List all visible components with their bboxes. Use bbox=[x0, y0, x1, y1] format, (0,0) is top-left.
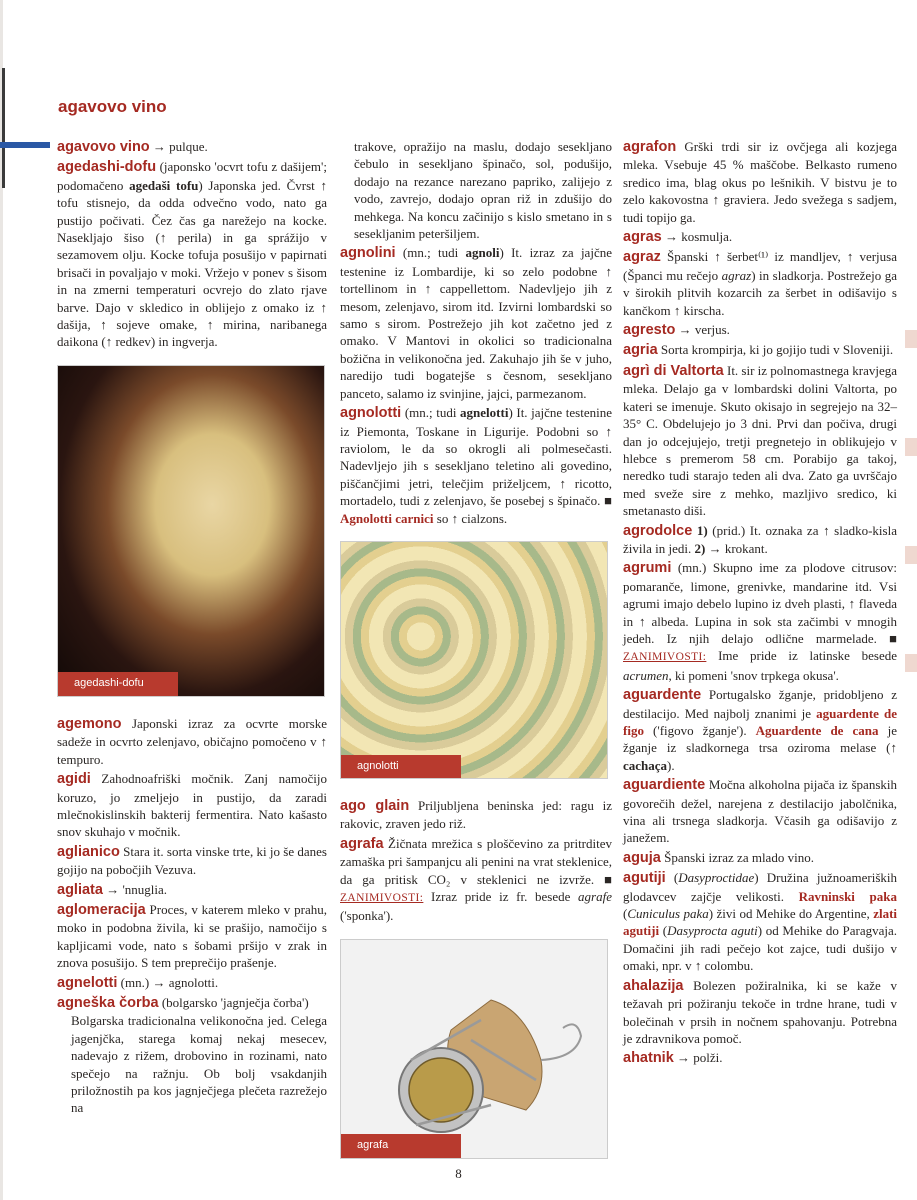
entry-text: Proces, v katerem mleko v prahu, moko in podobna živila, ki se prašijo, namočijo s kapljicami vode, nato s šobami pršijo v zrak in znova posušijo. S tem preprečijo prašenje. bbox=[57, 901, 327, 971]
headword: agliata bbox=[57, 881, 103, 898]
headword: ago glain bbox=[340, 797, 410, 814]
entry-agnolini bbox=[340, 244, 612, 402]
entry-agrumi bbox=[623, 559, 897, 684]
entry-text: ( bbox=[659, 923, 668, 939]
entry-text: ( bbox=[665, 870, 679, 886]
entry-highlight: aguardente de figo bbox=[623, 705, 897, 738]
headword: agria bbox=[623, 342, 658, 359]
photo-caption: agrafa bbox=[341, 1134, 461, 1157]
headword: agutiji bbox=[623, 870, 666, 887]
headword: agresto bbox=[623, 322, 676, 339]
headword: aglianico bbox=[57, 843, 120, 860]
entry-text: Japonski izraz za ocvrte morske sadeže in ocvrto zelenjavo, običajno pomočeno v ↑ tempuro. bbox=[57, 715, 327, 767]
entry-text: (prid.) It. oznaka za ↑ sladko-kisla živila in jedi. bbox=[623, 522, 897, 556]
entry-text: Portugalsko žganje, pridobljeno z destilacijo. Med najbolj znanimi je bbox=[623, 687, 897, 721]
headword: agrafon bbox=[623, 139, 677, 155]
entry-text: → verjus. bbox=[675, 322, 730, 338]
entry-highlight: Agnolotti carnici bbox=[340, 510, 434, 526]
entry-text: → krokant. bbox=[705, 540, 768, 556]
headword: aglomeracija bbox=[57, 901, 146, 918]
entry-bold: agnelotti bbox=[460, 405, 509, 421]
entry-italic: Dasyprocta aguti bbox=[667, 923, 758, 939]
entry-agras bbox=[623, 228, 897, 246]
section-bar bbox=[0, 142, 50, 148]
entry-text: , ki pomeni 'snov trpkega okusa'. bbox=[668, 667, 839, 683]
entry-agnolotti bbox=[340, 404, 612, 527]
entry-italic: Dasyproctidae bbox=[678, 870, 755, 886]
entry-agraz bbox=[623, 248, 897, 319]
entry-highlight: Aguardente de cana bbox=[755, 723, 879, 738]
headword: agnolotti bbox=[340, 405, 402, 422]
entry-text: Bolgarska tradicionalna velikonočna jed. Celega jagenjčka, starega komaj nekaj mesecev, nadevajo z rižem, drobovino in rozinami, nato spečejo na ražnju. Ob bolj vsakdanjih priložnostih pa kos jagnječjega plečeta razrežejo na bbox=[71, 1013, 327, 1116]
entry-highlight: zlati agutiji bbox=[623, 906, 898, 939]
entry-italic: acrumen bbox=[623, 667, 669, 683]
entry-aglomeracija bbox=[57, 901, 327, 972]
entry-agrafon bbox=[623, 138, 897, 226]
photo-agedashi-dofu bbox=[57, 365, 325, 697]
entry-italic: Cuniculus paka bbox=[627, 906, 709, 922]
entry-aguardente bbox=[623, 686, 897, 774]
margin-mark bbox=[2, 68, 5, 188]
entry-text: ) in sladkorja. Postrežejo ga v širokih plitvih kozarcih za šerbet in odišavijo s kančkom ↑ kirscha. bbox=[623, 267, 898, 318]
entry-text: ) Japonska jed. Čvrst ↑ tofu stisnejo, da odda odvečno vodo, nato ga pustijo počivati. Čez čas ga narežejo na kocke. Nasekljajo šiso (↑ perila) in ga sprážijo v sezamovem olju. Kocke tofuja posušijo v papirnati brisači in povaljajo v moki. Vržejo v ponev s šisom in na zmerni temperaturi ocvrejo do zlato rjave barve. Dajo v skledico in oblijejo z omako iz ↑ dašija, ↑ sojeve omake, ↑ mirina, naribanega daikona (↑ redkev) in ingverja. bbox=[57, 177, 327, 350]
headword: agedashi-dofu bbox=[57, 159, 157, 176]
headword: agrodolce bbox=[623, 522, 693, 539]
entry-ahatnik bbox=[623, 1049, 897, 1067]
entry-italic: agrafe bbox=[578, 888, 612, 904]
entry-highlight: Ravninski paka bbox=[798, 888, 897, 904]
headword: agemono bbox=[57, 715, 122, 732]
entry-text: Žičnata mrežica s ploščevino za pritrditev zamaška pri šampanjcu ali penini na vrat steklenice, da ga pritisk CO₂ v steklenici ne izvrže. ■ bbox=[340, 835, 612, 887]
entry-text: (mn.) → agnolotti. bbox=[117, 974, 219, 990]
headword: agnelotti bbox=[57, 974, 118, 991]
entry-agavovo-vino bbox=[57, 138, 327, 156]
entry-text: ) Družina južnoameriških glodavcev zajčje velikosti. bbox=[623, 870, 897, 904]
champagne-cork-illustration bbox=[341, 940, 607, 1158]
photo-agrafa bbox=[340, 939, 608, 1159]
entry-text: ) od Mehike do Paragvaja. Domačini jih radi pečejo kot zajce, tudi dušijo v omaki, npr. v ↑ colombu. bbox=[623, 923, 897, 974]
entry-bold: agnoli bbox=[465, 245, 500, 261]
entry-text: je žganje iz sladkornega trsa oziroma melase (↑ bbox=[623, 723, 897, 756]
entry-text: (japonsko 'ocvrt tofu z dašijem'; podomačeno bbox=[57, 159, 327, 193]
entry-agri-di-valtorta bbox=[623, 362, 897, 520]
entry-text: → pulque. bbox=[149, 139, 208, 154]
entry-text: Grški trdi sir iz ovčjega ali kozjega mleka. Vsebuje 45 % maščobe. Belkasto rumeno sredico ima, blag okus po lešnikih. V bistvu je to zelo kakovostna ↑ graviera. Jedo svežega s sadjem, tudi topijo ga. bbox=[623, 139, 897, 225]
entry-bold: 1) bbox=[692, 522, 708, 538]
entry-agidi bbox=[57, 770, 327, 841]
headword: agraz bbox=[623, 249, 661, 266]
column-3 bbox=[623, 138, 897, 1070]
entry-italic: agraz bbox=[721, 267, 752, 283]
entry-text: trakove, opražijo na maslu, dodajo sesekljano čebulo in sesekljano špinačo, sol, podušijo, dodajo na rezance narezano papriko, zalijejo z vodo, zavrejo, dodajo opran riž in zdušijo do mehkega. Na koncu začinijo s kislo smetano in s sesekljanim peteršiljem. bbox=[354, 139, 612, 242]
entry-agneska-corba bbox=[57, 994, 327, 1117]
headword: agras bbox=[623, 229, 662, 246]
headword: aguardente bbox=[623, 687, 702, 704]
entry-agemono bbox=[57, 715, 327, 768]
entry-ahalazija bbox=[623, 977, 897, 1048]
entry-text: → kosmulja. bbox=[661, 229, 733, 245]
entry-text: Močna alkoholna pijača iz španskih govorečih dežel, narejena z destilacijo jabolčnika, vina ali trsnega sladkorja. Včasih ga odišavijo z janežem. bbox=[623, 777, 897, 846]
entry-text: Španski ↑ šerbet⁽¹⁾ iz mandljev, ↑ verjusa (Španci mu rečejo bbox=[623, 249, 897, 283]
entry-text: (mn.; tudi bbox=[401, 405, 461, 421]
entry-text: (mn.) Skupno ime za plodove citrusov: pomaranče, limone, grenivke, mandarine itd. Vsi agrumi imajo debelo lupino iz dveh plasti, ↑ flaveda in ↑ albeda. Lupina in sok sta začimbi v mnogih jedeh. Iz njih delajo odlične marmelade. ■ bbox=[623, 560, 897, 646]
entry-text: Španski izraz za mlado vino. bbox=[660, 849, 814, 865]
photo-caption: agedashi-dofu bbox=[58, 672, 178, 695]
headword: agidi bbox=[57, 771, 91, 788]
column-2 bbox=[340, 138, 612, 1177]
entry-text: Bolezen požiralnika, ki se kaže v težavah pri požiranju tekoče in trdne hrane, tudi v bolečinah v prsih in nočnem spahovanju. Potrebna je zdravnikova pomoč. bbox=[623, 977, 897, 1046]
entry-text: Zahodnoafriški močnik. Zanj namočijo koruzo, jo zmeljejo in pustijo, da zaradi mlečnokislinskih bakterij fermentira. Nato kašasto snov skuhajo v močnik. bbox=[57, 771, 327, 840]
entry-text: ('sponka'). bbox=[340, 908, 394, 924]
headword: agrafa bbox=[340, 835, 384, 852]
entry-continuation bbox=[340, 138, 612, 242]
entry-text: → polži. bbox=[673, 1050, 723, 1066]
headword: aguja bbox=[623, 849, 661, 866]
entry-ago-glain bbox=[340, 797, 612, 833]
entry-agutiji bbox=[623, 869, 897, 974]
entry-agnelotti bbox=[57, 974, 327, 992]
entry-text: ) It. izraz za jajčne testenine iz Lombardije, ki so zelo podobne ↑ tortellinom in ↑ cappellettom. Nadevljejo jih z mesom, zelenjavo, sirom itd. Izvirni lombardski so samo s sirom. Postrežejo jih kot začetno jed z omako. V Mantovi in okolici so tradicionalna božična in velikonočna jed. Zakuhajo jih še v juho, naredijo tudi bogatejše s česnom, sesekljano panceto, salamo iz svinjine, jajci, parmezanom. bbox=[340, 245, 612, 401]
entry-bold: agedaši tofu bbox=[129, 177, 199, 193]
entry-aguardiente bbox=[623, 776, 897, 847]
entry-text: Sorta krompirja, ki jo gojijo tudi v Sloveniji. bbox=[657, 342, 894, 358]
entry-agedashi-dofu bbox=[57, 158, 327, 350]
headword: aguardiente bbox=[623, 777, 706, 794]
entry-text: Stara it. sorta vinske trte, ki jo še danes gojijo na pobočjih Vezuva. bbox=[57, 843, 327, 878]
entry-agliata bbox=[57, 881, 327, 899]
entry-agrodolce bbox=[623, 522, 897, 558]
headword: ahalazija bbox=[623, 977, 684, 994]
entry-text: It. sir iz polnomastnega kravjega mleka. Delajo ga v lombardski dolini Valtorta, po kateri se imenuje. Skuto okisajo in segrejejo na 32–35° C. Obdelujejo jo 3 dni. Prvi dan počiva, drugi dan jo odcejujejo, tretji pregnetejo in oblikujejo v hlebce s premerom 58 cm. Porabijo ga takoj, neredko tudi starajo teden ali dva. Zato ga uvrščajo med sveže sire z mehko, mazljivo sredico, ki smetanasto diši. bbox=[623, 362, 898, 519]
column-1 bbox=[57, 138, 327, 1119]
entry-text: (bolgarsko 'jagnječja čorba') bbox=[158, 994, 309, 1010]
interesting-label: ZANIMIVOSTI: bbox=[623, 651, 707, 664]
headword: agrumi bbox=[623, 560, 672, 577]
entry-agresto bbox=[623, 321, 897, 339]
entry-bold: cachaça bbox=[623, 757, 668, 773]
page-number: 8 bbox=[455, 1166, 462, 1181]
headword: agavovo vino bbox=[57, 139, 150, 155]
entry-text: (mn.; tudi bbox=[395, 245, 466, 261]
entry-aglianico bbox=[57, 843, 327, 879]
headword: agnolini bbox=[340, 245, 396, 262]
headword: ahatnik bbox=[623, 1050, 674, 1067]
entry-text: ). bbox=[667, 757, 675, 773]
interesting-label: ZANIMIVOSTI: bbox=[340, 891, 424, 904]
entry-text: ('figovo žganje'). bbox=[643, 723, 756, 738]
photo-agnolotti bbox=[340, 541, 608, 779]
thumb-index bbox=[905, 240, 917, 760]
entry-agrafa bbox=[340, 835, 612, 925]
photo-caption: agnolotti bbox=[341, 755, 461, 778]
entry-text: ) It. jajčne testenine iz Piemonta, Toskane in Ligurije. Podobni so ↑ raviolom, le da so okrogli ali polmesečasti. Nadevljejo jih s sesekljano teletino ali govedino, piščančjimi jetri, telečjim priželjcem, ↑ ricotto, mortadelo, tudi z zelenjavo, še posebej s špinačo. ■ bbox=[340, 405, 612, 509]
entry-text: → 'nnuglia. bbox=[102, 881, 168, 897]
entry-text: so ↑ cialzons. bbox=[433, 510, 508, 526]
entry-bold: 2) bbox=[694, 540, 706, 556]
entry-text: ) živi od Mehike do Argentine, bbox=[708, 906, 874, 922]
entry-text: ( bbox=[623, 906, 628, 922]
headword: agrì di Valtorta bbox=[623, 362, 724, 379]
running-header: agavovo vino bbox=[58, 97, 167, 116]
headword: agneška čorba bbox=[57, 994, 159, 1011]
entry-agria bbox=[623, 341, 897, 359]
entry-aguja bbox=[623, 849, 897, 867]
entry-text: Izraz pride iz fr. besede bbox=[423, 888, 579, 904]
entry-text: Ime pride iz latinske besede bbox=[706, 648, 897, 664]
entry-text: Priljubljena beninska jed: ragu iz rakovic, zraven jedo riž. bbox=[340, 797, 612, 832]
